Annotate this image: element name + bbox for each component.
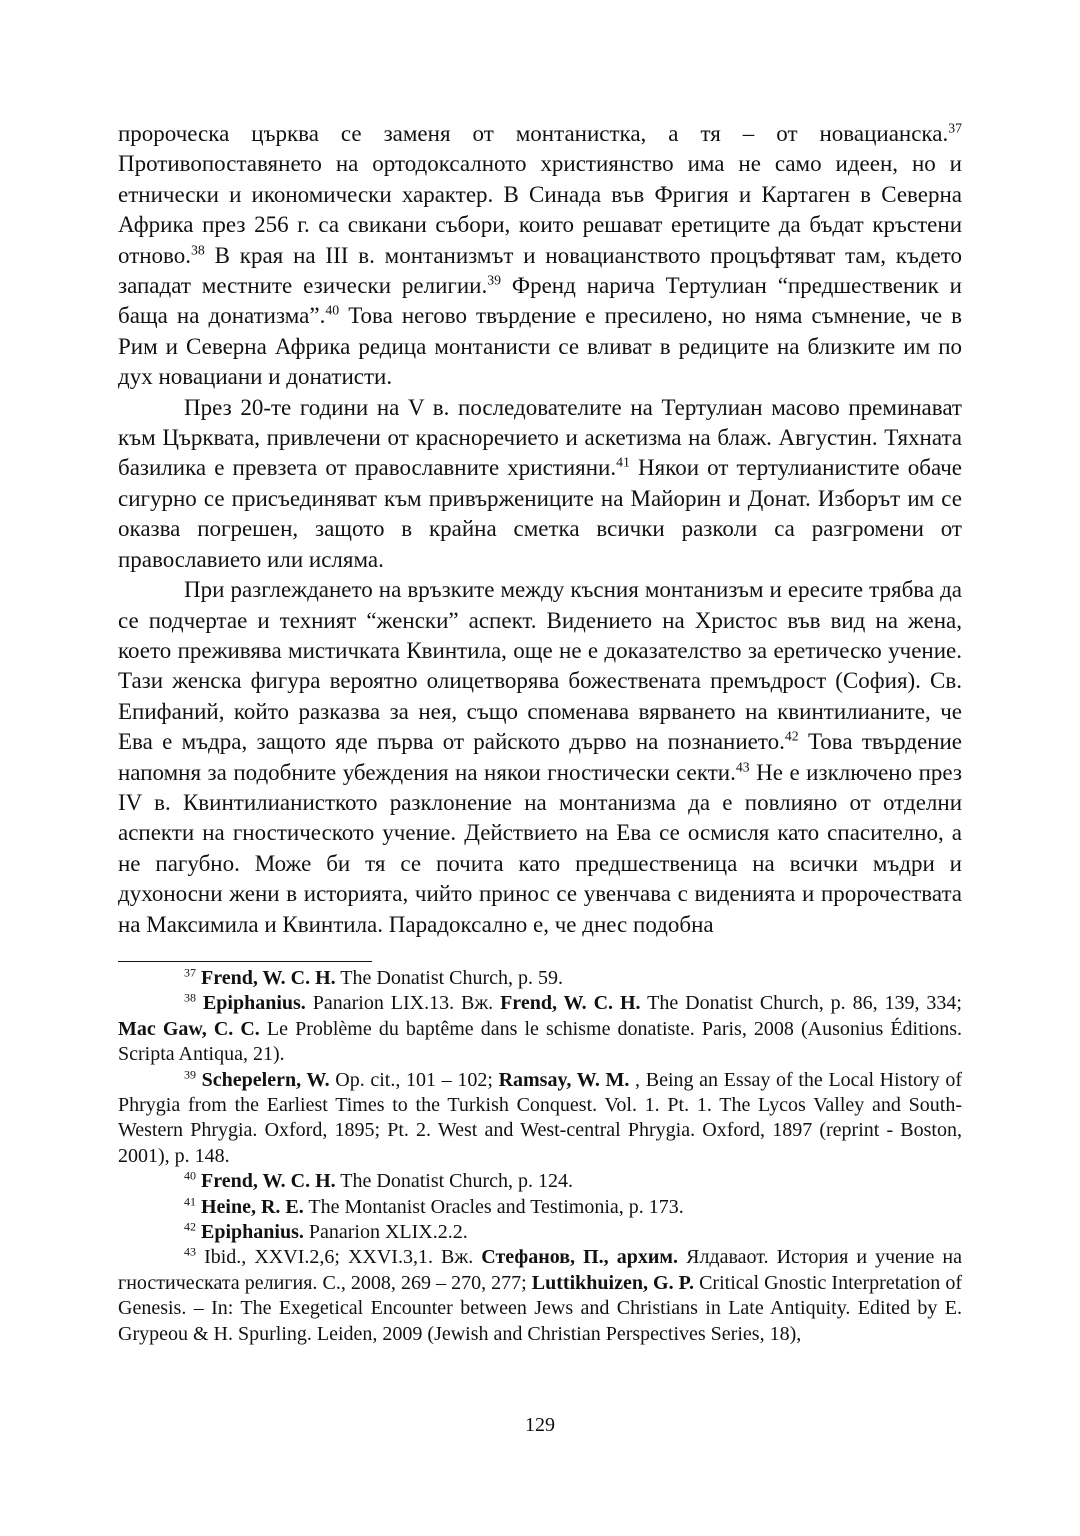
footnote-number: 42 [184, 1219, 196, 1234]
text-run: В края на III в. монтанизмът и новацианството процъфтяват там, където западат местните езически религии. [118, 242, 962, 299]
footnote-author: Epiphanius. [202, 992, 306, 1015]
footnote-text: Ibid., XXVI.2,6; XXVI.3,1. Вж. [196, 1246, 482, 1269]
text-run: Френд нарича Тертулиан “предшественик и баща на донатизма”. [118, 273, 962, 329]
text-run: Не е изключено през IV в. Квинтилианисткото разклонение на монтанизма да е повлияно от отделни аспекти на гностическото учение. Действието на Ева се осмисля като спасително, а не пагубно. Може би тя се почита като предшественица на всички мъдри и духоносни жени в историята, чийто принос се увенчава с виденията и пророчествата на Максимила и Квинтила. Парадоксално е, че днес подобна [118, 759, 962, 937]
text-run: Някои от тертулианистите обаче сигурно се присъединяват към привържениците на Майорин и Донат. Изборът им се оказва погрешен, защото в крайна сметка всички разколи са разгромени от православието или исляма. [118, 455, 963, 572]
footnote-39 [118, 1068, 962, 1170]
footnote-separator [118, 961, 372, 962]
footnote-ref-43[interactable]: 43 [735, 758, 750, 774]
paragraph-1 [118, 119, 962, 393]
page-number: 129 [525, 1414, 555, 1436]
footnote-text: Le Problème du baptême dans le schisme donatiste. Paris, 2008 (Ausonius Éditions. Scripta Antiqua, 21). [118, 1017, 962, 1066]
footnote-number: 40 [184, 1168, 196, 1183]
footnote-number: 43 [184, 1245, 196, 1260]
footnote-37 [118, 966, 962, 991]
footnote-author: Heine, R. E. [201, 1195, 304, 1218]
footnote-author: Mac Gaw, C. C. [118, 1017, 260, 1040]
footnote-number: 41 [184, 1194, 196, 1209]
footnote-number: 38 [184, 990, 196, 1005]
footnote-42 [118, 1220, 962, 1245]
footnote-ref-38[interactable]: 38 [191, 242, 205, 258]
paragraph-3 [118, 575, 962, 940]
footnote-ref-39[interactable]: 39 [487, 272, 502, 288]
footnote-ref-42[interactable]: 42 [784, 728, 799, 744]
footnote-author: Luttikhuizen, G. P. [531, 1271, 695, 1294]
footnote-text: Op. cit., 101 – 102; [329, 1068, 499, 1091]
text-run: Противопоставянето на ортодоксалното християнство има не само идеен, но и етнически и икономически характер. В Синада във Фригия и Картаген в Северна Африка през 256 г. са свикани събори, които решават еретиците да бъдат кръстени отново. [118, 151, 962, 268]
footnote-text: Critical Gnostic Interpretation of Genesis. – In: The Exegetical Encounter between Jews and Christians in Late Antiquity. Edited by E. Grypeou & H. Spurling. Leiden, 2009 (Jewish and Christian Perspectives Series, 18), [118, 1271, 962, 1345]
text-run: През 20-те години на V в. последователите на Тертулиан масово преминават към Църквата, привлечени от красноречието и аскетизма на блаж. Августин. Тяхната базилика е превзета от православните християни. [118, 394, 962, 481]
text-run: Това твърдение напомня за подобните убеждения на някои гностически секти. [118, 729, 963, 785]
footnote-author: Ramsay, W. M. [498, 1068, 630, 1091]
footnote-text: The Donatist Church, p. 59. [335, 967, 564, 989]
main-text [118, 119, 962, 940]
footnote-43 [118, 1245, 962, 1347]
footnote-text: Panarion XLIX.2.2. [303, 1221, 468, 1244]
footnote-ref-37[interactable]: 37 [948, 120, 962, 136]
footnote-author: Schepelern, W. [201, 1068, 330, 1091]
text-run: Това негово твърдение е пресилено, но няма съмнение, че в Рим и Северна Африка редица монтанисти се вливат в редиците на близките им по дух новациани и донатисти. [118, 303, 963, 390]
footnote-author: Epiphanius. [201, 1221, 304, 1244]
footnotes [118, 966, 962, 1347]
footnote-author: Frend, W. C. H. [500, 992, 641, 1015]
footnote-author: Frend, W. C. H. [201, 1170, 336, 1193]
footnote-ref-41[interactable]: 41 [616, 454, 630, 470]
footnote-text: Panarion LIX.13. Вж. [305, 992, 501, 1015]
footnote-text: The Donatist Church, p. 86, 139, 334; [640, 992, 962, 1015]
footnote-text: Ялдаваот. История и учение на гностическата религия. С., 2008, 269 – 270, 277; [118, 1246, 962, 1294]
footnote-author: Frend, W. C. H. [201, 967, 336, 989]
footnote-40 [118, 1169, 962, 1194]
footnote-text: The Montanist Oracles and Testimonia, p. 173. [303, 1195, 684, 1218]
footnote-text: The Donatist Church, p. 124. [335, 1170, 574, 1193]
footnote-38 [118, 991, 962, 1067]
paragraph-2 [118, 393, 962, 575]
text-run: пророческа църква се заменя от монтанистка, а тя – от новацианска. [118, 121, 949, 146]
footnote-ref-40[interactable]: 40 [325, 302, 340, 318]
footnote-number: 39 [184, 1067, 196, 1082]
footnote-41 [118, 1195, 962, 1220]
footnote-text: , Being an Essay of the Local History of Phrygia from the Earliest Times to the Turkish Conquest. Vol. 1. Pt. 1. The Lycos Valley and South-Western Phrygia. Oxford, 1895; Pt. 2. West and West-central Phrygia. Oxford, 1897 (reprint - Boston, 2001), p. 148. [118, 1068, 962, 1167]
text-run: При разглеждането на връзките между късния монтанизъм и ересите трябва да се подчертае и техният “женски” аспект. Видението на Христос във вид на жена, което преживява мистичката Квинтила, още не е доказателство за еретическо учение. Тази женска фигура вероятно олицетворява божествената премъдрост (София). Св. Епифаний, който разказва за нея, също споменава вярването на квинтилианите, че Ева е мъдра, защото яде първа от райското дърво на познанието. [118, 577, 962, 755]
footnote-number: 37 [184, 965, 196, 980]
footnote-author: Стефанов, П., архим. [481, 1246, 679, 1269]
